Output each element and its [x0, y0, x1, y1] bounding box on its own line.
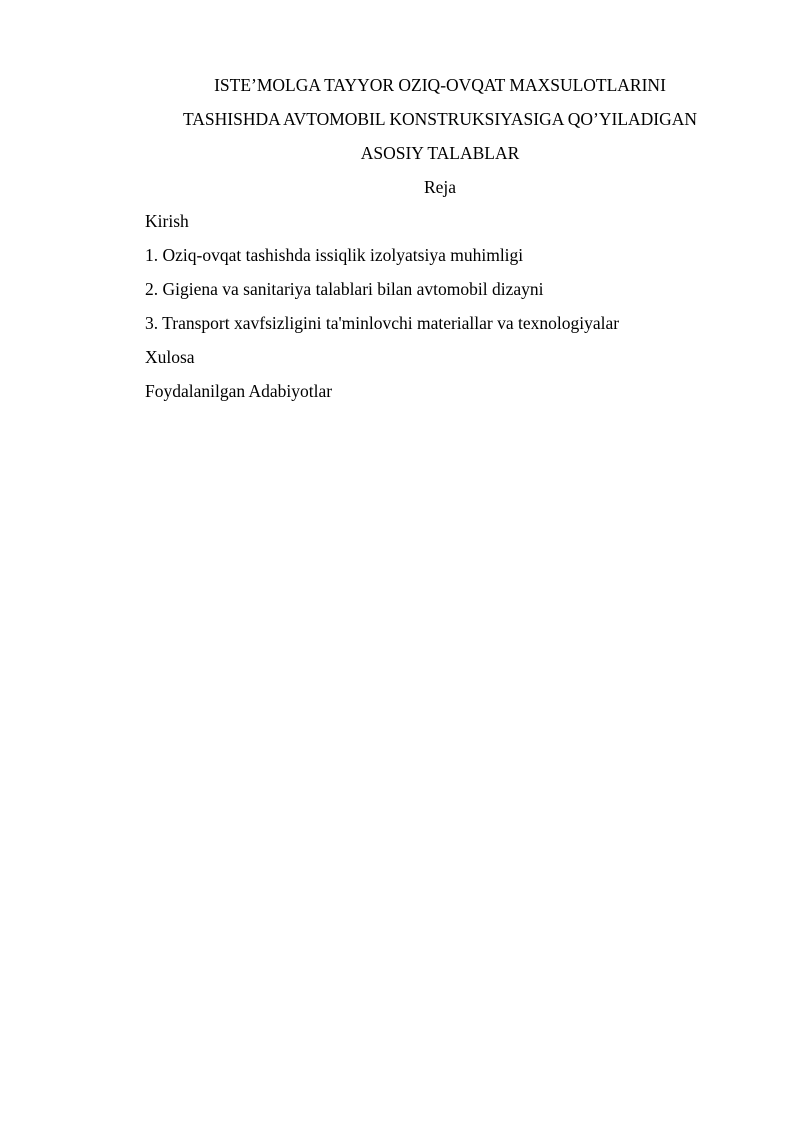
plan-heading: Reja — [423, 177, 457, 197]
toc-item-references: Foydalanilgan Adabiyotlar — [145, 381, 333, 401]
toc-item-conclusion: Xulosa — [145, 347, 195, 367]
toc-item-introduction: Kirish — [145, 211, 189, 231]
title-line-3: ASOSIY TALABLAR — [360, 143, 520, 163]
toc-item-3: 3. Transport xavfsizligini ta'minlovchi materiallar va texnologiyalar — [145, 313, 620, 333]
document-title — [140, 68, 740, 170]
title-line-2: TASHISHDA AVTOMOBIL KONSTRUKSIYASIGA QO’YILADIGAN — [182, 109, 698, 129]
toc-item-2: 2. Gigiena va sanitariya talablari bilan avtomobil dizayni — [145, 279, 544, 299]
title-line-1: ISTE’MOLGA TAYYOR OZIQ-OVQAT MAXSULOTLARINI — [214, 75, 666, 95]
toc-item-1: 1. Oziq-ovqat tashishda issiqlik izolyatsiya muhimligi — [145, 245, 524, 265]
table-of-contents — [145, 204, 765, 408]
